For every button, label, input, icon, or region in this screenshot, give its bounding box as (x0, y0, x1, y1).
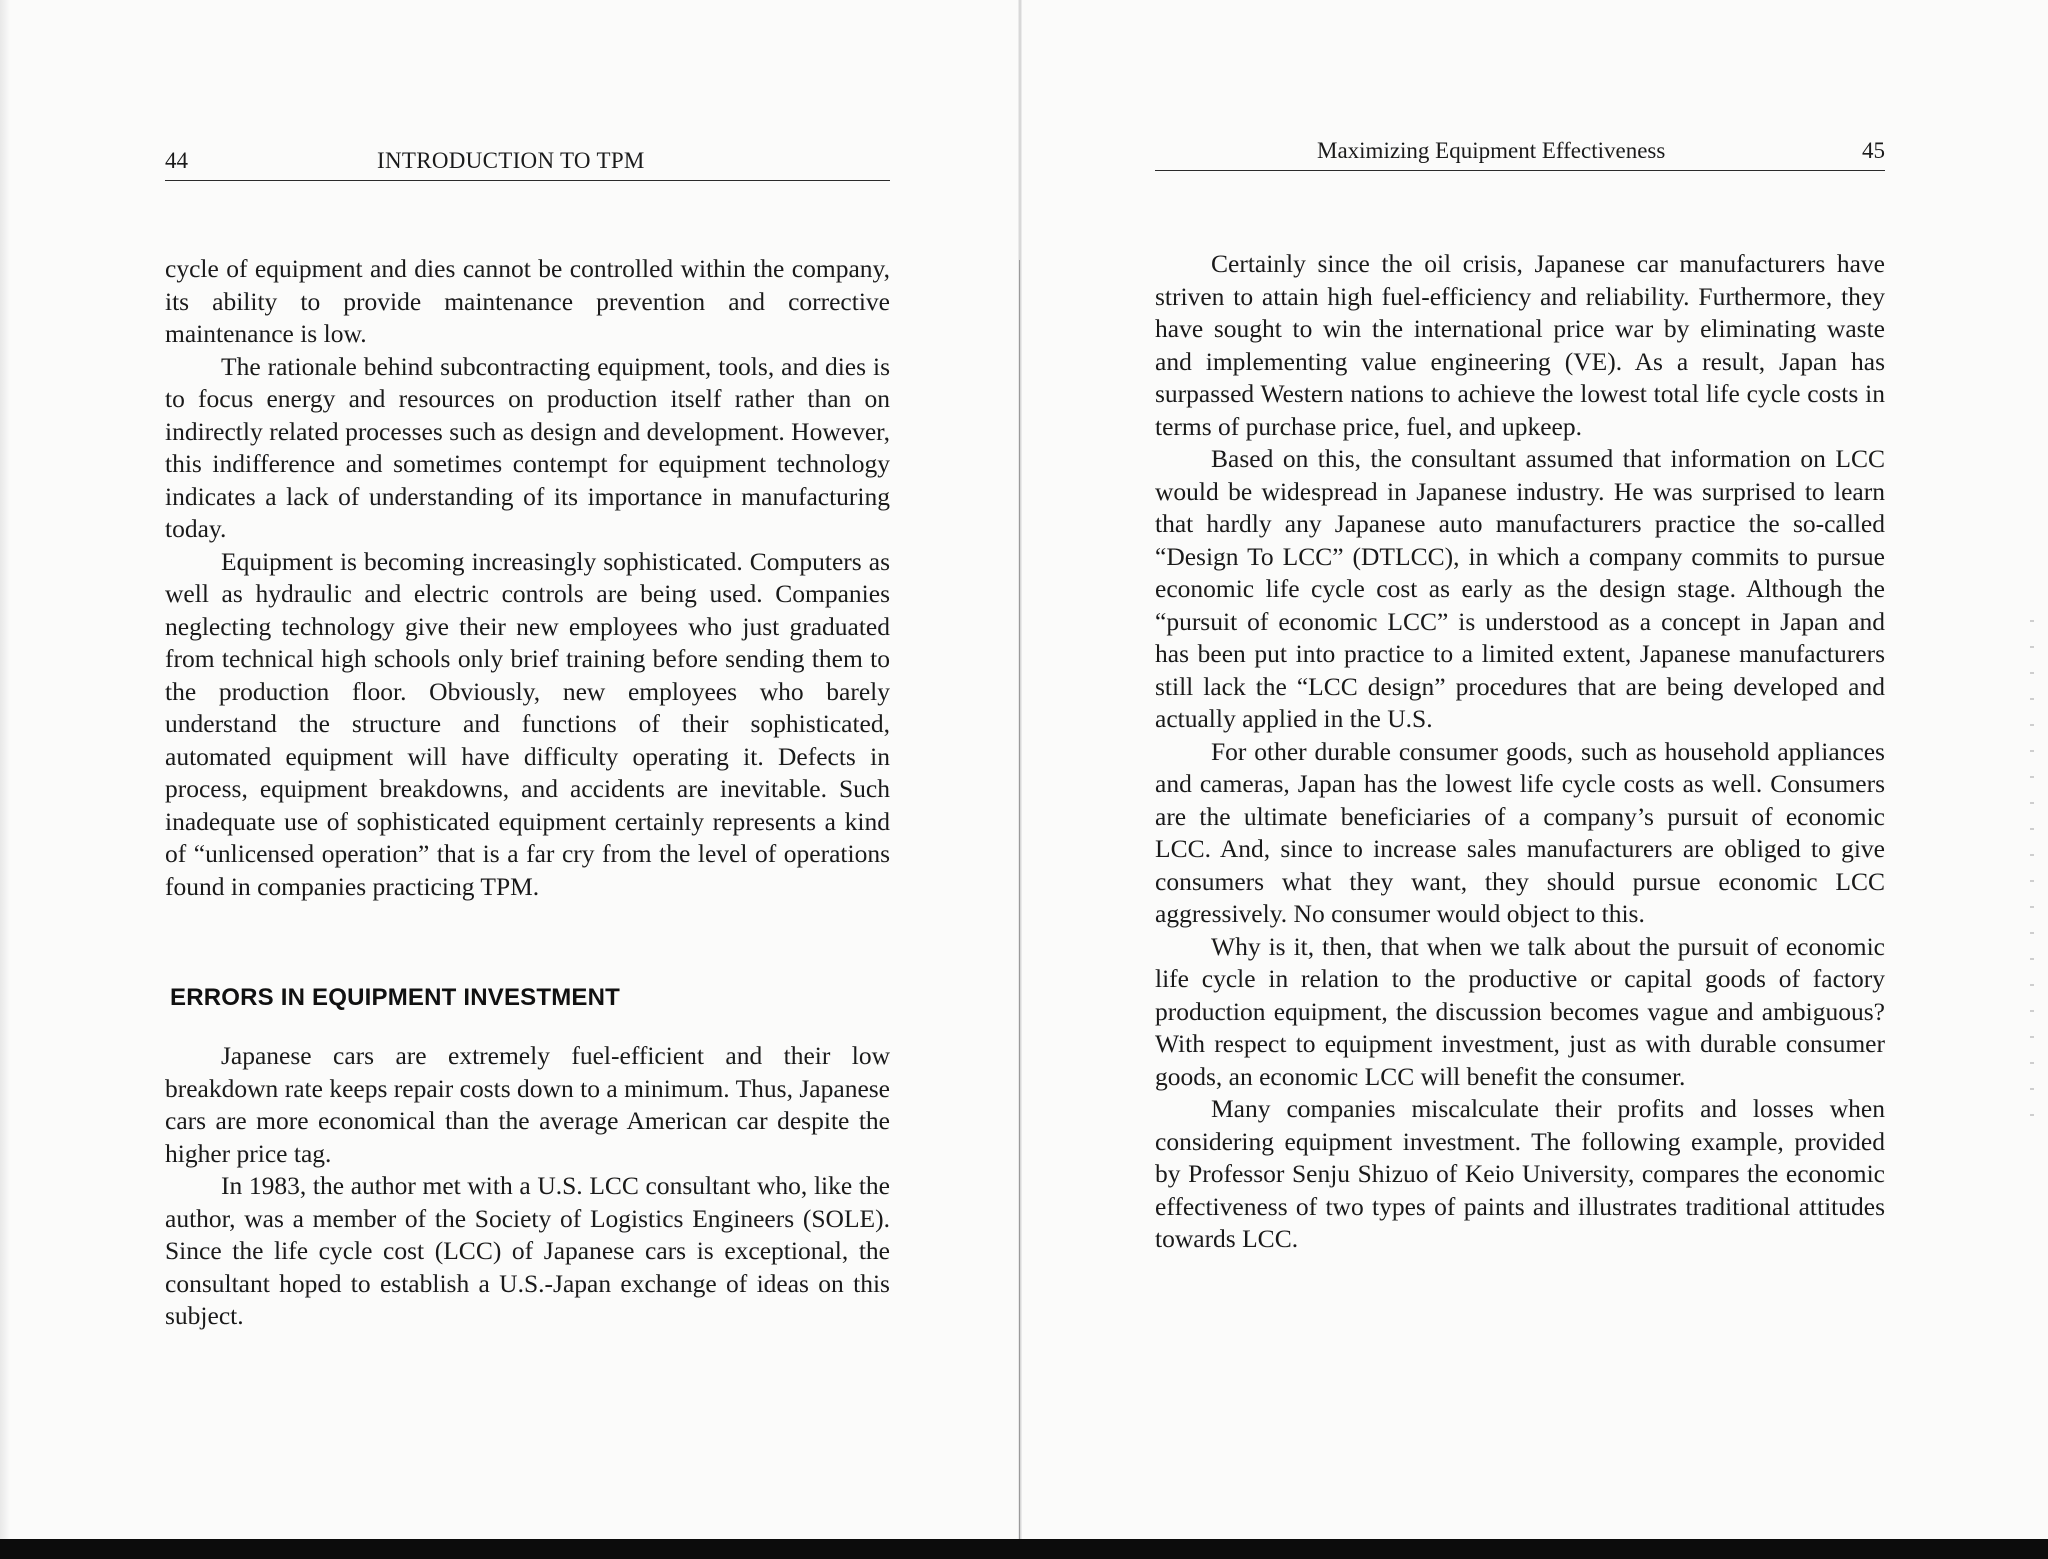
paragraph: For other durable consumer goods, such as household appliances and cameras, Japan has the lowest life cycle costs as well. Consumers are the ultimate beneficiaries of a company’s pursuit of economic LCC. And, since to increase sales manufacturers are obliged to give consumers what they want, they should pursue economic LCC aggressively. No consumer would object to this. (1155, 736, 1885, 928)
section-heading: ERRORS IN EQUIPMENT INVESTMENT (170, 984, 621, 1011)
scan-bottom-edge (0, 1539, 2048, 1559)
paragraph: In 1983, the author met with a U.S. LCC consultant who, like the author, was a member of the Society of Logistics Engineers (SOLE). Since the life cycle cost (LCC) of Japanese cars is exceptional, the consultant hoped to establish a U.S.-Japan exchange of ideas on this subject. (165, 1171, 890, 1330)
page-number-right: 45 (1862, 138, 1885, 163)
page-number-left: 44 (165, 148, 188, 173)
paragraph: Certainly since the oil crisis, Japanese car manufacturers have striven to attain high fuel-efficiency and reliability. Furthermore, they have sought to win the international price war by eliminating waste and implementing value engineering (VE). As a result, Japan has surpassed Western nations to achieve the lowest total life cycle costs in terms of purchase price, fuel, and upkeep. (1155, 249, 1885, 441)
right-body (1155, 248, 1885, 1256)
running-head-title-left: INTRODUCTION TO TPM (377, 148, 645, 173)
paragraph: Based on this, the consultant assumed that information on LCC would be widespread in Japanese industry. He was surprised to learn that hardly any Japanese auto manufacturers practice the so-called “Design To LCC” (DTLCC), in which a company commits to pursue economic life cycle cost as early as the design stage. Although the “pursuit of economic LCC” is understood as a concept in Japan and has been put into practice to a limited extent, Japanese manufacturers still lack the “LCC design” procedures that are being developed and actually applied in the U.S. (1155, 444, 1885, 733)
paragraph: Japanese cars are extremely fuel-efficient and their low breakdown rate keeps repair costs down to a minimum. Thus, Japanese cars are more economical than the average American car despite the higher price tag. (165, 1041, 890, 1168)
right-running-head (1155, 134, 1885, 171)
left-body-bottom (165, 1040, 890, 1333)
running-head-title-right: Maximizing Equipment Effectiveness (1317, 138, 1666, 163)
left-body-top (165, 253, 890, 903)
paragraph: Equipment is becoming increasingly sophisticated. Computers as well as hydraulic and electric controls are being used. Companies neglecting technology give their new employees who just graduated from technical high schools only brief training before sending them to the production floor. Obviously, new employees who barely understand the structure and functions of their sophisticated, automated equipment will have difficulty operating it. Defects in process, equipment breakdowns, and accidents are inevitable. Such inadequate use of sophisticated equipment certainly represents a kind of “unlicensed operation” that is a far cry from the level of operations found in companies practicing TPM. (165, 546, 890, 901)
gutter-line (1019, 260, 1020, 1550)
page-edge-marks (2030, 620, 2034, 1140)
right-page (1155, 0, 1885, 1539)
paragraph: cycle of equipment and dies cannot be controlled within the company, its ability to provide maintenance prevention and corrective maintenance is low. (165, 254, 890, 348)
left-running-head (165, 144, 890, 181)
paragraph: The rationale behind subcontracting equipment, tools, and dies is to focus energy and resources on production itself rather than on indirectly related processes such as design and development. However, this indifference and sometimes contempt for equipment technology indicates a lack of understanding of its importance in manufacturing today. (165, 351, 890, 543)
paragraph: Many companies miscalculate their profits and losses when considering equipment investment. The following example, provided by Professor Senju Shizuo of Keio University, compares the economic effectiveness of two types of paints and illustrates traditional attitudes towards LCC. (1155, 1094, 1885, 1253)
paragraph: Why is it, then, that when we talk about the pursuit of economic life cycle in relation to the productive or capital goods of factory production equipment, the discussion becomes vague and ambiguous? With respect to equipment investment, just as with durable consumer goods, an economic LCC will benefit the consumer. (1155, 931, 1885, 1091)
left-page (165, 0, 890, 1539)
page-edge-shadow (0, 0, 10, 1559)
